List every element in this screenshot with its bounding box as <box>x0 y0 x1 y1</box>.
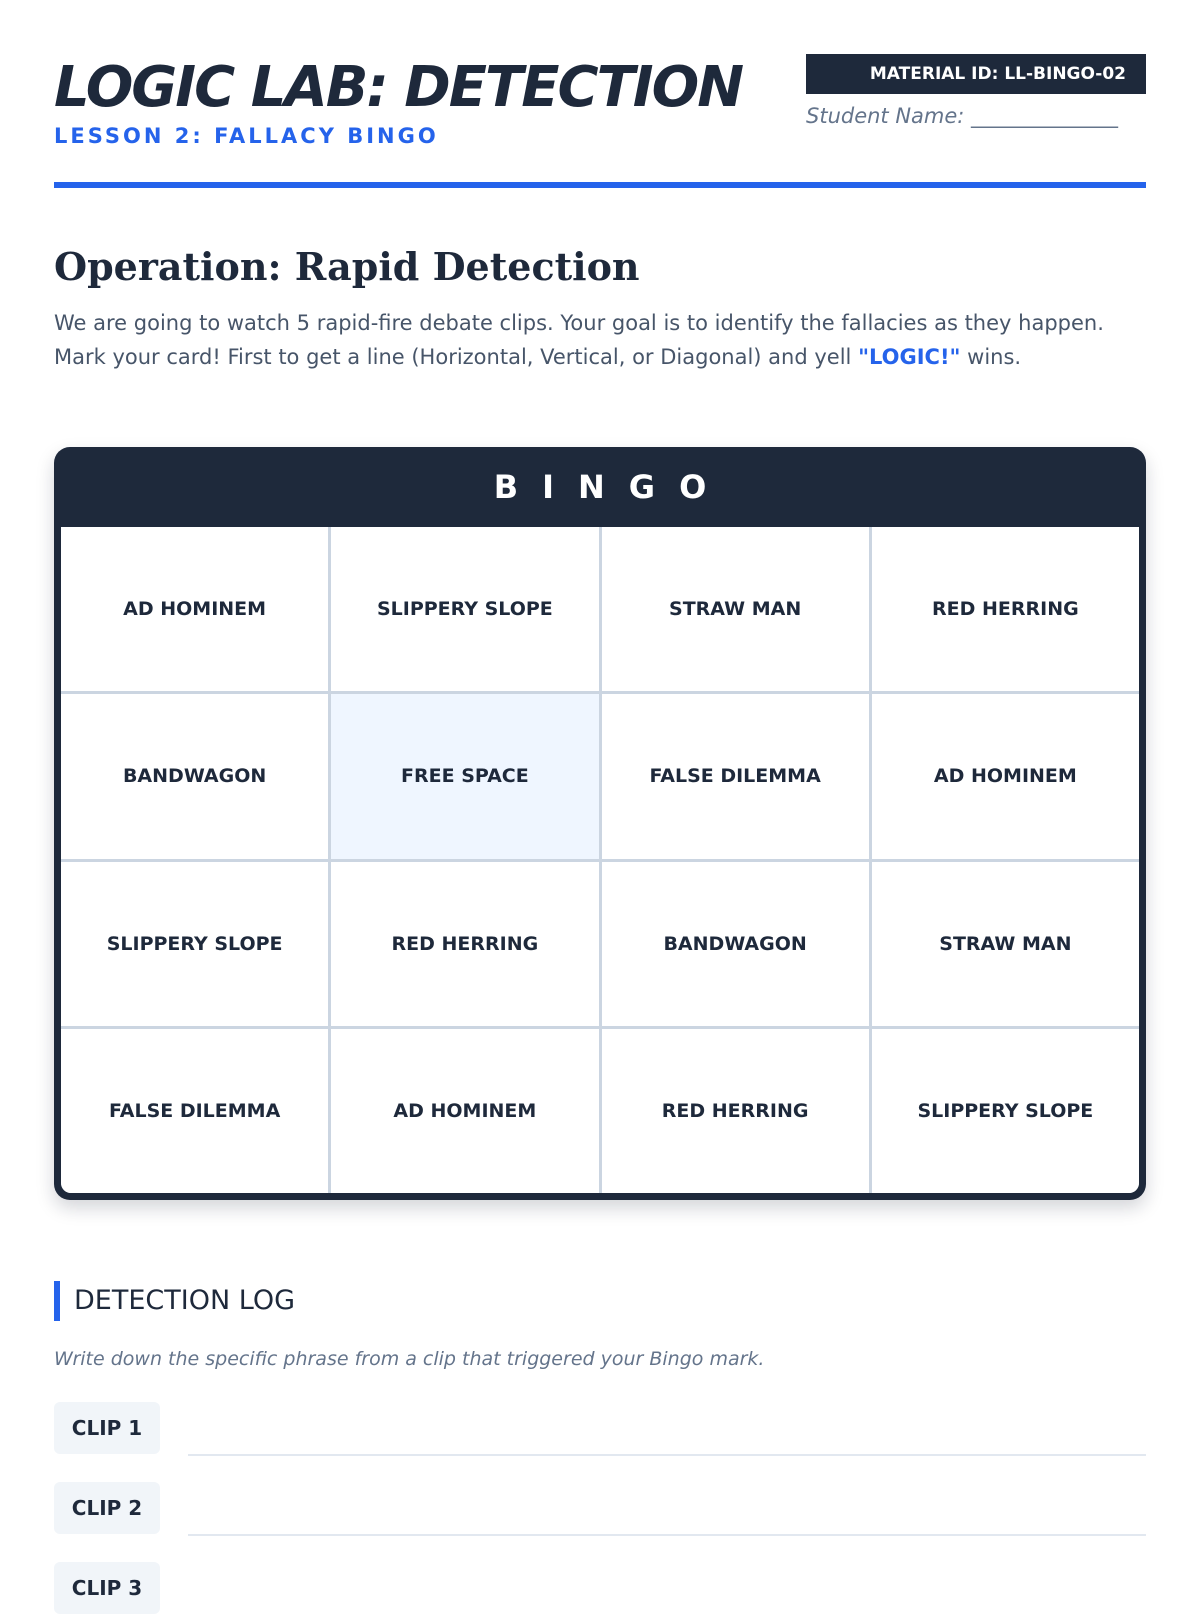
bingo-cell[interactable]: SLIPPERY SLOPE <box>61 862 328 1026</box>
bingo-card <box>54 447 1146 1200</box>
bingo-cell[interactable]: AD HOMINEM <box>872 694 1139 858</box>
bingo-cell[interactable]: RED HERRING <box>602 1029 869 1193</box>
bingo-cell[interactable]: AD HOMINEM <box>61 527 328 691</box>
bingo-cell[interactable]: BANDWAGON <box>602 862 869 1026</box>
detection-log-title: DETECTION LOG <box>54 1281 295 1321</box>
clip-answer-line[interactable] <box>188 1534 1146 1536</box>
intro-end: wins. <box>960 345 1022 369</box>
bingo-cell[interactable]: FALSE DILEMMA <box>61 1029 328 1193</box>
bingo-cell[interactable]: RED HERRING <box>872 527 1139 691</box>
bingo-card-header: BINGO <box>493 468 731 506</box>
clip-label: CLIP 1 <box>54 1402 160 1454</box>
intro-highlight: "LOGIC!" <box>858 345 961 369</box>
bingo-cell[interactable]: FALSE DILEMMA <box>602 694 869 858</box>
bingo-grid <box>61 527 1139 1193</box>
clip-label: CLIP 2 <box>54 1482 160 1534</box>
mission-intro <box>54 306 1146 374</box>
student-name-field[interactable]: Student Name: ______________ <box>806 104 1119 128</box>
bingo-cell[interactable]: BANDWAGON <box>61 694 328 858</box>
bingo-cell[interactable]: SLIPPERY SLOPE <box>872 1029 1139 1193</box>
worksheet-header <box>54 0 1146 188</box>
clip-answer-line[interactable] <box>188 1454 1146 1456</box>
intro-text: We are going to watch 5 rapid-fire debate clips. Your goal is to identify the fallacies as they happen. Mark your card! First to get a line (Horizontal, Vertical, or Diagonal) and yell <box>54 311 1104 369</box>
bingo-cell[interactable]: STRAW MAN <box>872 862 1139 1026</box>
material-id-badge: MATERIAL ID: LL-BINGO-02 <box>806 54 1146 94</box>
bingo-cell[interactable]: STRAW MAN <box>602 527 869 691</box>
clip-row-3 <box>54 1562 1146 1616</box>
clip-row-2 <box>54 1482 1146 1536</box>
detection-log-instructions: Write down the specific phrase from a clip that triggered your Bingo mark. <box>54 1348 765 1370</box>
mission-title: Operation: Rapid Detection <box>54 244 640 289</box>
clip-label: CLIP 3 <box>54 1562 160 1614</box>
clip-row-1 <box>54 1402 1146 1456</box>
worksheet-title: LOGIC LAB: DETECTION <box>54 55 743 120</box>
bingo-free-space[interactable]: FREE SPACE <box>331 694 598 858</box>
lesson-subtitle: LESSON 2: FALLACY BINGO <box>54 124 439 148</box>
bingo-cell[interactable]: SLIPPERY SLOPE <box>331 527 598 691</box>
bingo-cell[interactable]: RED HERRING <box>331 862 598 1026</box>
bingo-cell[interactable]: AD HOMINEM <box>331 1029 598 1193</box>
